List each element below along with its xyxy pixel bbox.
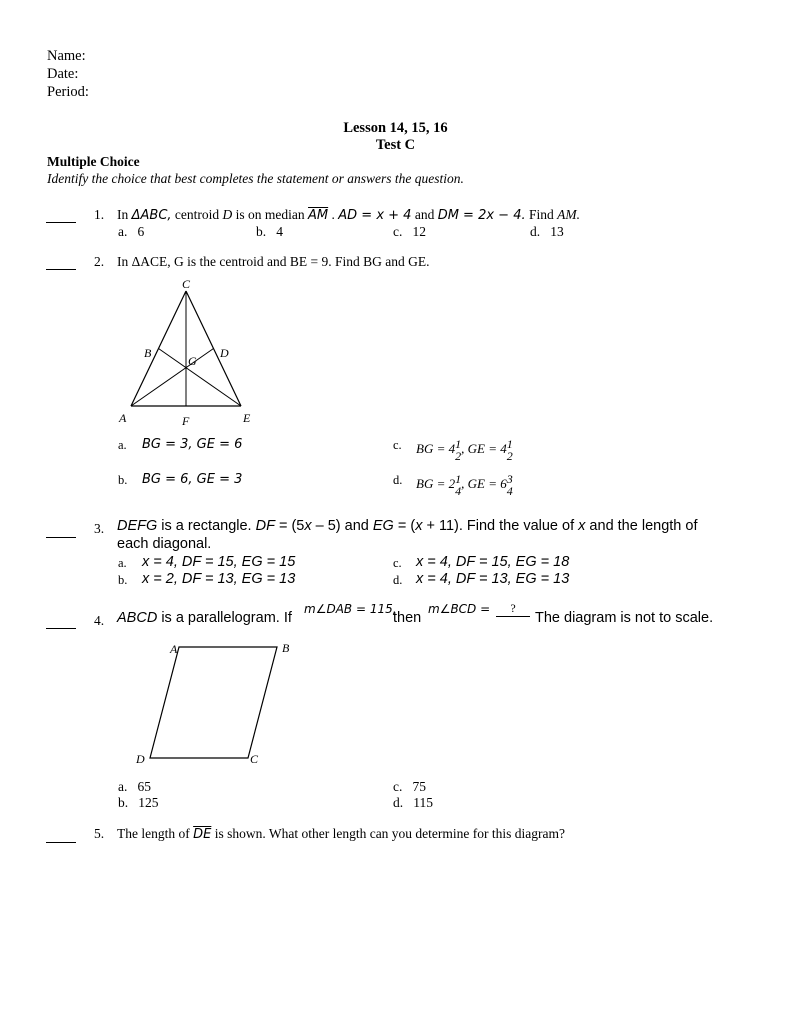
question-then: then	[393, 610, 422, 626]
choice-3d[interactable]: x = 4, DF = 13, EG = 13	[416, 571, 570, 587]
choice-2a[interactable]: BG = 3, GE = 6	[142, 437, 243, 452]
answer-blank-3[interactable]	[46, 523, 76, 538]
label-d: D	[220, 346, 229, 360]
date-label: Date:	[47, 66, 79, 82]
choice-2d[interactable]: BG = 2 1 4 , GE = 6 3 4	[416, 472, 513, 498]
question-text-2: In ΔACE, G is the centroid and BE = 9. Find BG and GE.	[117, 254, 430, 269]
median-am: $\overline{AM}$	[308, 208, 329, 223]
label-a: A	[170, 642, 178, 656]
label-c: C	[182, 277, 191, 291]
answer-blank-2[interactable]	[46, 255, 76, 270]
parallelogram-diagram	[130, 637, 305, 767]
instructions: Identify the choice that best completes the statement or answers the question.	[47, 171, 464, 186]
choice-3c[interactable]: x = 4, DF = 15, EG = 18	[416, 554, 570, 570]
answer-blank-4[interactable]	[46, 614, 76, 629]
question-text-4: ABCD is a parallelogram. If	[117, 610, 292, 626]
label-e: E	[243, 411, 251, 425]
choice-2d-label: d.	[393, 473, 403, 487]
label-b: B	[282, 641, 290, 655]
section-title: Multiple Choice	[47, 154, 140, 169]
choice-3a-label: a.	[118, 556, 127, 570]
question-text-5: The length of $\overline{DE}$ is shown. What other length can you determine for this diagram?	[117, 826, 566, 842]
answer-placeholder: ?	[496, 601, 530, 617]
angle-dab-equation: m∠DAB = 115,	[304, 602, 397, 616]
question-number-3: 3.	[94, 521, 105, 536]
choice-4d[interactable]: d. 115	[393, 795, 433, 810]
choice-3b-label: b.	[118, 573, 128, 587]
choice-2c-label: c.	[393, 438, 402, 452]
choice-3c-label: c.	[393, 556, 402, 570]
choice-2b[interactable]: BG = 6, GE = 3	[142, 472, 243, 487]
choice-1c[interactable]: c. 12	[393, 224, 426, 239]
question-text-3-line2: each diagonal.	[117, 536, 212, 552]
answer-blank-1[interactable]	[46, 208, 76, 223]
question-text-4-end: The diagram is not to scale.	[535, 610, 714, 626]
choice-4a[interactable]: a. 65	[118, 779, 151, 794]
label-g: G	[188, 354, 197, 368]
choice-2b-label: b.	[118, 473, 128, 487]
equation-dm: DM = 2x − 4.	[437, 208, 526, 223]
choice-1b[interactable]: b. 4	[256, 224, 283, 239]
label-a: A	[119, 411, 127, 425]
label-b: B	[144, 346, 152, 360]
question-text-3: DEFG is a rectangle. DF = (5x – 5) and EG = (x + 11). Find the value of x and the length of	[117, 518, 698, 534]
angle-bcd-equation: m∠BCD =	[428, 602, 491, 616]
answer-blank-5[interactable]	[46, 828, 76, 843]
choice-4b[interactable]: b. 125	[118, 795, 159, 810]
equation-ad: AD = x + 4	[338, 208, 412, 223]
choice-3d-label: d.	[393, 573, 403, 587]
question-text-1: In ΔABC, centroid D is on median $\overline{AM}$ . AD = x + 4 and DM = 2x − 4. Find AM.	[117, 207, 581, 223]
label-f: F	[182, 414, 190, 428]
lesson-title: Lesson 14, 15, 16	[343, 120, 448, 136]
period-label: Period:	[47, 84, 89, 100]
name-label: Name:	[47, 48, 86, 64]
choice-3b[interactable]: x = 2, DF = 13, EG = 13	[142, 571, 296, 587]
parallelogram-abcd	[150, 647, 277, 758]
choice-1d[interactable]: d. 13	[530, 224, 564, 239]
segment-de: $\overline{DE}$	[193, 827, 212, 842]
choice-3a[interactable]: x = 4, DF = 15, EG = 15	[142, 554, 296, 570]
triangle-diagram	[115, 276, 265, 431]
choice-2c[interactable]: BG = 4 1 2 , GE = 4 1 2	[416, 437, 513, 463]
test-title: Test C	[375, 137, 416, 153]
label-c: C	[250, 752, 259, 766]
choice-4c[interactable]: c. 75	[393, 779, 426, 794]
question-number-4: 4.	[94, 613, 105, 628]
choice-1a[interactable]: a. 6	[118, 224, 145, 239]
triangle-abc: ΔABC,	[131, 208, 172, 223]
question-number-5: 5.	[94, 826, 105, 841]
choice-2a-label: a.	[118, 438, 127, 452]
question-number-1: 1.	[94, 207, 105, 222]
question-number-2: 2.	[94, 254, 105, 269]
label-d: D	[136, 752, 145, 766]
